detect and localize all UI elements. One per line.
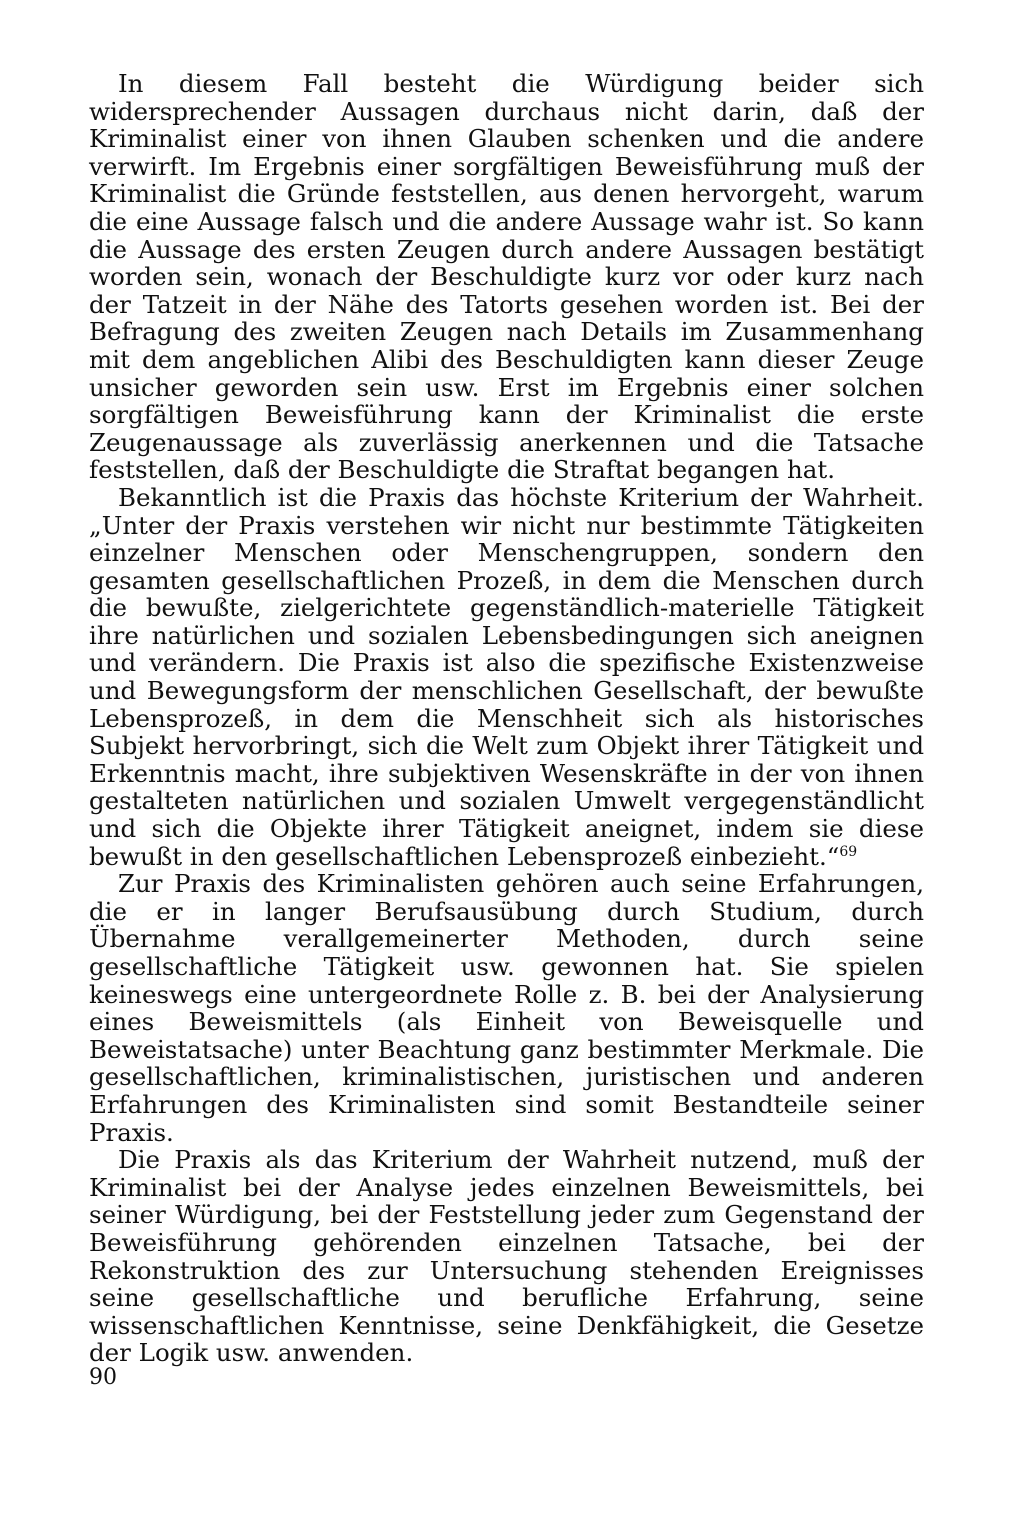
paragraph-4: Die Praxis als das Kriterium der Wahrheit nutzend, muß der Kriminalist bei der Analyse jedes einzelnen Beweismittels, bei seiner Würdigung, bei der Feststellung jeder zum Gegenstand der Beweisführung gehörenden einzelnen Tatsache, bei der Rekonstruktion des zur Untersuchung stehenden Ereignisses seine gesellschaftliche und berufliche Erfahrung, seine wissenschaftlichen Kenntnisse, seine Denkfähigkeit, die Gesetze der Logik usw. anwenden. bbox=[89, 1145, 924, 1368]
paragraph-1: In diesem Fall besteht die Würdigung beider sich widersprechender Aussagen durchaus nicht darin, daß der Kriminalist einer von ihnen Glauben schenken und die andere verwirft. Im Ergebnis einer sorgfältigen Beweisführung muß der Kriminalist die Gründe feststellen, aus denen hervorgeht, warum die eine Aussage falsch und die andere Aussage wahr ist. So kann die Aussage des ersten Zeugen durch andere Aussagen bestätigt worden sein, wonach der Beschuldigte kurz vor oder kurz nach der Tatzeit in der Nähe des Tatorts gesehen worden ist. Bei der Befragung des zweiten Zeugen nach Details im Zusammenhang mit dem angeblichen Alibi des Beschuldigten kann dieser Zeuge unsicher geworden sein usw. Erst im Ergebnis einer solchen sorgfältigen Beweisführung kann der Kriminalist die erste Zeugenaussage als zuverlässig anerkennen und die Tatsache feststellen, daß der Beschuldigte die Straftat begangen hat. bbox=[89, 69, 924, 485]
paragraph-2-text: Bekanntlich ist die Praxis das höchste Kriterium der Wahrheit. „Unter der Praxis verstehen wir nicht nur bestimmte Tätigkeiten einzelner Menschen oder Menschengruppen, sondern den gesamten gesellschaftlichen Prozeß, in dem die Menschen durch die bewußte, zielgerichtete gegenständlich-materielle Tätigkeit ihre natürlichen und sozialen Lebensbedingungen sich aneignen und verändern. Die Praxis ist also die spezifische Existenzweise und Bewegungsform der menschlichen Gesellschaft, der bewußte Lebensprozeß, in dem die Menschheit sich als historisches Subjekt hervorbringt, sich die Welt zum Objekt ihrer Tätigkeit und Erkenntnis macht, ihre subjektiven Wesenskräfte in der von ihnen gestalteten natürlichen und sozialen Umwelt vergegenständlicht und sich die Objekte ihrer Tätigkeit aneignet, indem sie diese bewußt in den gesellschaftlichen Lebensprozeß einbezieht.“ bbox=[89, 482, 924, 871]
footnote-reference: 69 bbox=[839, 843, 858, 860]
paragraph-3: Zur Praxis des Kriminalisten gehören auch seine Erfahrungen, die er in langer Berufsausübung durch Studium, durch Übernahme verallgemeinerter Methoden, durch seine gesellschaftliche Tätigkeit usw. gewonnen hat. Sie spielen keineswegs eine untergeordnete Rolle z. B. bei der Analysierung eines Beweismittels (als Einheit von Beweisquelle und Beweistatsache) unter Beachtung ganz bestimmter Merkmale. Die gesellschaftlichen, kriminalistischen, juristischen und anderen Erfahrungen des Kriminalisten sind somit Bestandteile seiner Praxis. bbox=[89, 869, 924, 1147]
paragraph-2 bbox=[89, 484, 924, 870]
body-text bbox=[89, 70, 924, 1367]
page-number: 90 bbox=[89, 1365, 117, 1390]
